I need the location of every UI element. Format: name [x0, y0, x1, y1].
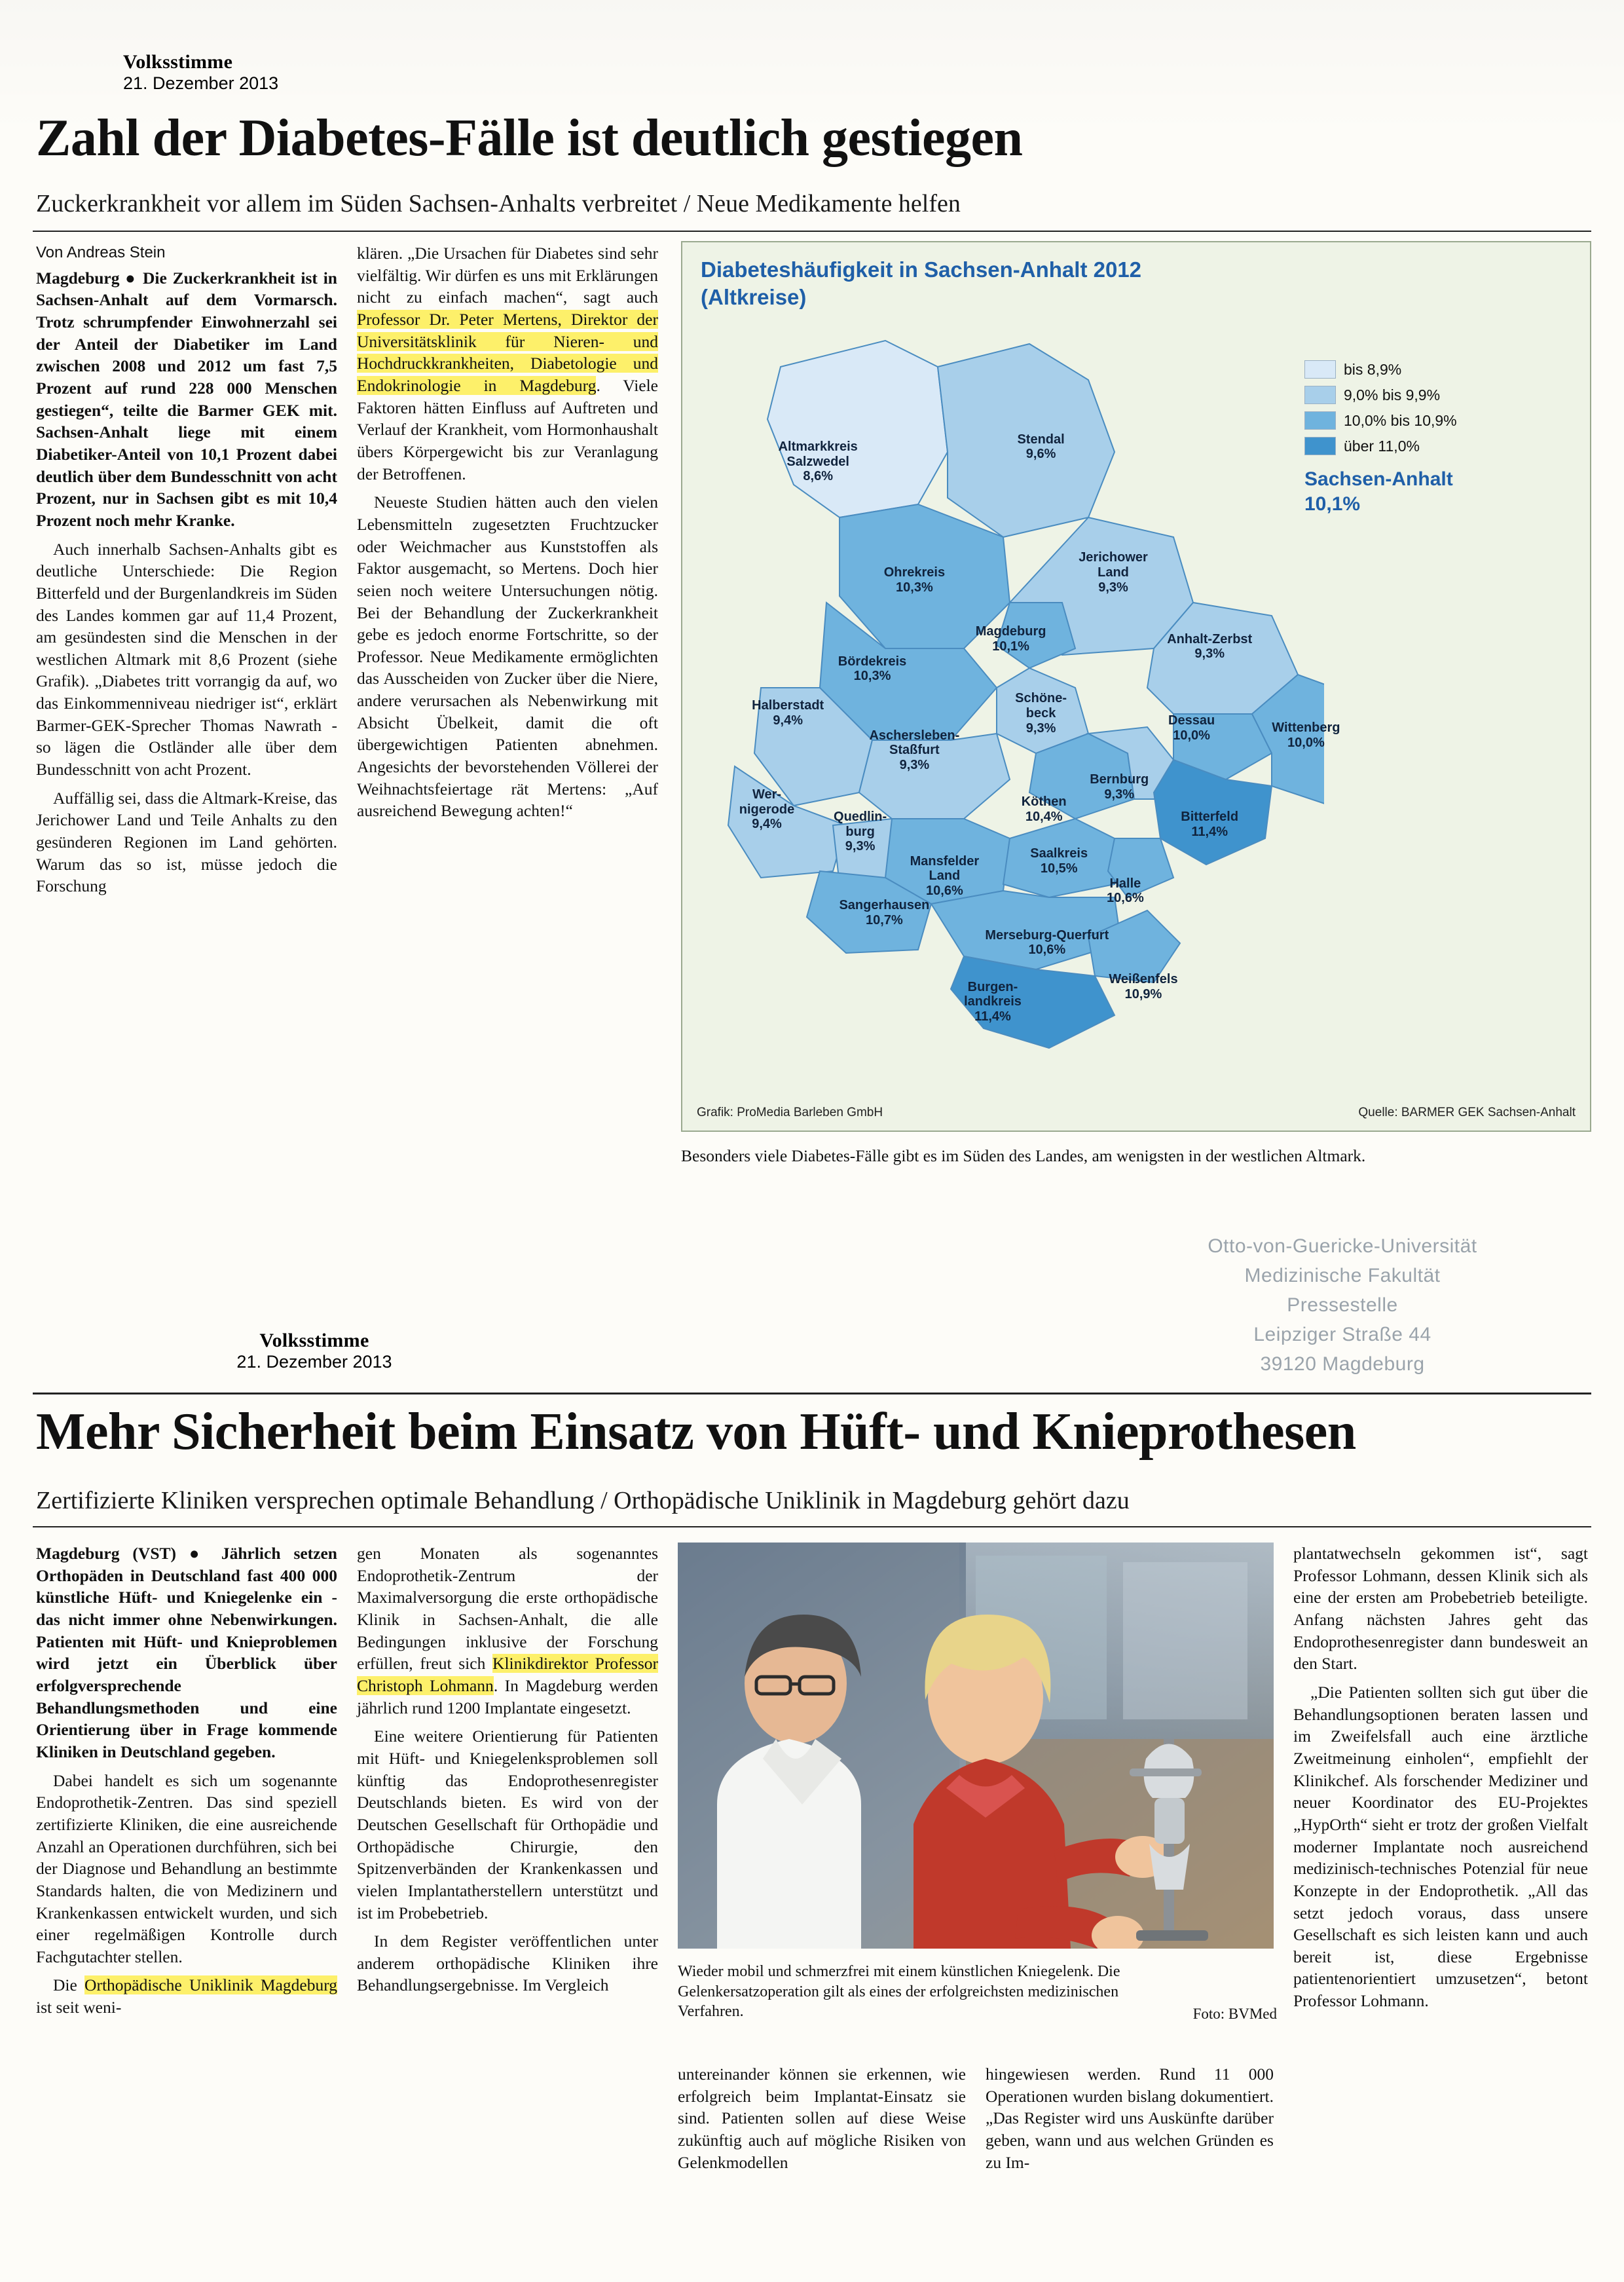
legend-swatch	[1304, 411, 1336, 430]
map-label: Köthen 10,4%	[1021, 795, 1067, 824]
source-date: 21. Dezember 2013	[236, 1352, 392, 1372]
paragraph: untereinander können sie erkennen, wie erfolgreich beim Implantat-Einsatz sie sind. Patienten sollen auf diese Weise zukünftig auch auf mögliche Risiken von Gelenkmodellen	[678, 2065, 966, 2172]
legend-state-value: 10,1%	[1304, 493, 1361, 515]
legend-label: bis 8,9%	[1344, 360, 1402, 378]
graphic-title-line1: Diabeteshäufigkeit in Sachsen-Anhalt 2012	[701, 257, 1142, 282]
map-label: Burgen- landkreis 11,4%	[964, 979, 1022, 1024]
graphic-title-line2: (Altkreise)	[701, 285, 807, 309]
map-label: Anhalt-Zerbst 9,3%	[1167, 631, 1253, 662]
highlight-director-name: Klinikdirektor Professor Christoph Lohmann	[357, 1654, 658, 1695]
map-label: Quedlin- burg 9,3%	[834, 809, 887, 854]
legend-state-name: Sachsen-Anhalt	[1304, 468, 1453, 490]
divider	[33, 1526, 1591, 1527]
text-run: . In Magdeburg werden jährlich rund 1200 Implantate eingesetzt.	[357, 1675, 658, 1717]
map-label: Bitterfeld 11,4%	[1181, 809, 1239, 839]
paragraph: In dem Register veröffentlichen unter anderem orthopädische Kliniken ihre Behandlungsergebnisse. Im Vergleich	[357, 1932, 658, 1995]
paragraph	[36, 1543, 337, 1763]
photo-illustration	[678, 1543, 1274, 1949]
highlight-expert-name: Professor Dr. Peter Mertens, Direktor der Universitätsklinik für Nieren- und Hochdruckkrankheiten, Diabetologie und Endokrinologie in Magdeburg	[357, 309, 658, 395]
article1-column-2	[357, 242, 658, 822]
legend-swatch	[1304, 386, 1336, 404]
text-run: Die	[53, 1975, 85, 1995]
map-graphic	[681, 241, 1591, 1132]
institution-stamp	[1100, 1231, 1585, 1379]
paragraph	[357, 1543, 658, 1719]
graphic-credit-left: Grafik: ProMedia Barleben GmbH	[697, 1106, 883, 1119]
map-label: Stendal 9,6%	[1017, 432, 1065, 462]
map-label: Sangerhausen 10,7%	[839, 898, 930, 928]
stamp-line: Leipziger Straße 44	[1253, 1324, 1431, 1345]
map-legend	[1304, 360, 1579, 516]
map-label: Halberstadt 9,4%	[752, 698, 824, 728]
map-label: Magdeburg 10,1%	[975, 624, 1046, 654]
article2-column-2	[357, 1543, 658, 1996]
legend-swatch	[1304, 437, 1336, 455]
photo-caption: Wieder mobil und schmerzfrei mit einem künstlichen Kniegelenk. Die Gelenkersatzoperation gilt als eines der erfolgreichsten medizinischen Verfahren.	[678, 1963, 1120, 2021]
text-run: ist seit weni-	[36, 1998, 122, 2017]
map-label: Schöne- beck 9,3%	[1015, 691, 1067, 736]
source-date: 21. Dezember 2013	[123, 73, 279, 93]
paragraph: hingewiesen werden. Rund 11 000 Operationen wurden bislang dokumentiert. „Das Register wird uns Auskünfte darüber geben, wann und aus welchen Gründen es zu Im-	[986, 2065, 1274, 2172]
paragraph: Eine weitere Orientierung für Patienten mit Hüft- und Kniegelenksproblemen soll künftig das Endoprothesenregister Deutschlands bieten. Es wird von der Deutschen Gesellschaft für Orthopädie und Orthopädische Chirurgie, den Spitzenverbänden der Krankenkassen und vielen Implantatherstellern unterstützt und ist im Probebetrieb.	[357, 1727, 658, 1922]
legend-label: 10,0% bis 10,9%	[1344, 411, 1457, 429]
dateline: Magdeburg ● Die Zuckerkrankheit ist in Sachsen-Anhalt auf dem Vormarsch. Trotz schrumpfender Einwohnerzahl sei der Anteil der Diabetiker im Land zwischen 2008 und 2012 um fast 7,5 Prozent auf rund 228 000 Menschen gestiegen“, teilte die Barmer GEK mit. Sachsen-Anhalt liege mit einem Diabetiker-Anteil von 10,1 Prozent dabei deutlich über dem Bundesschnitt von acht Prozent, nur in Sachsen gibt es mit 10,4 Prozent noch mehr Kranke.	[36, 268, 337, 530]
subheadline: Zuckerkrankheit vor allem im Süden Sachsen-Anhalts verbreitet / Neue Medikamente helfen	[36, 190, 961, 217]
paragraph: Neueste Studien hätten auch den vielen Lebensmitteln zugesetzten Fruchtzucker oder Weichmacher aus Kunststoffen als Faktor ausgemacht, so Mertens. Doch hier seien noch weitere Untersuchungen nötig. Bei der Behandlung der Zuckerkrankheit gebe es jedoch enorme Fortschritte, so der Professor. Neue Medikamente ermöglichten das Ausscheiden von Zucker über die Niere, andere verursachen als Nebenwirkung mit Absicht Übelkeit, damit die oft übergewichtigen Patienten abnehmen. Angesichts der bevorstehenden Völlerei der Weihnachtsfeiertage rät Mertens: „Auf ausreichend Bewegung achten!“	[357, 493, 658, 821]
subheadline-2: Zertifizierte Kliniken versprechen optimale Behandlung / Orthopädische Uniklinik in Magdeburg gehört dazu	[36, 1487, 1130, 1514]
map-label: Merseburg-Querfurt 10,6%	[985, 927, 1109, 958]
text-run: gen Monaten als sogenanntes Endoprothetik-Zentrum der Maximalversorgung die erste orthopädische Klinik in Sachsen-Anhalt, die alle Bedingungen inklusive der Forschung erfüllen, freut sich	[357, 1544, 658, 1674]
map-label: Altmarkkreis Salzwedel 8,6%	[778, 439, 858, 484]
paragraph: plantatwechseln gekommen ist“, sagt Professor Lohmann, dessen Klinik sich als eine der ersten am Probebetrieb beteiligte. Anfang nächsten Jahres geht das Endoprothesenregister dann bundesweit an den Start.	[1293, 1544, 1588, 1674]
article-photo	[678, 1543, 1274, 1949]
map-label: Weißenfels 10,9%	[1109, 972, 1178, 1002]
paragraph: „Die Patienten sollten sich gut über die Behandlungsoptionen beraten lassen und im Zweifelsfall auch eine ärztliche Zweitmeinung einholen“, empfiehlt der Klinikchef. Als forschender Mediziner und neuer Koordinator des EU-Projektes „HypOrth“ sieht er trotz der großen Vielfalt moderner Implantate noch ausreichend medizinisch-technisches Potenzial für neue Konzepte in der Endoprothetik. „All das setzt jedoch voraus, dass unsere Gesellschaft es sich leisten kann und auch bereit ist, diese Ergebnisse patientenorientiert umzusetzen“, betont Professor Lohmann.	[1293, 1682, 1588, 2011]
legend-label: 9,0% bis 9,9%	[1344, 386, 1441, 403]
text-run: . Viele Faktoren hätten Einfluss auf Auftreten und Verlauf der Krankheit, vom Hormonhaushalt übers Körpergewicht bis zur Veranlagung der Betroffenen.	[357, 375, 658, 483]
legend-label: über 11,0%	[1344, 437, 1420, 455]
text-run: klären. „Die Ursachen für Diabetes sind sehr vielfältig. Wir dürfen es uns mit Erklärungen nicht zu einfach machen“, sagt auch	[357, 244, 658, 307]
map-label: Dessau 10,0%	[1168, 713, 1215, 743]
source-block-2	[190, 1330, 439, 1372]
graphic-caption: Besonders viele Diabetes-Fälle gibt es im Süden des Landes, am wenigsten in der westlichen Altmark.	[681, 1146, 1366, 1165]
source-name: Volksstimme	[259, 1330, 369, 1351]
paragraph: Auffällig sei, dass die Altmark-Kreise, das Jerichower Land und Teile Anhalts zu den gesünderen Regionen im Land gehörten. Warum das so ist, müsse jedoch die Forschung	[36, 788, 337, 896]
map-label: Mansfelder Land 10,6%	[910, 853, 980, 899]
paragraph: Auch innerhalb Sachsen-Anhalts gibt es deutliche Unterschiede: Die Region Bitterfeld und der Burgenlandkreis im Süden des Landes kommen gar auf 11,4 Prozent, am gesündesten sind die Menschen in der westlichen Altmark mit 8,6 Prozent (siehe Grafik). „Diabetes tritt vorrangig da auf, wo das Einkommenniveau niedriger ist“, erklärt Barmer-GEK-Sprecher Thomas Nawrath - so lägen die Ostländer alle über dem Bundesschnitt von acht Prozent.	[36, 539, 337, 779]
article2-column-4	[986, 2063, 1274, 2173]
stamp-line: Otto-von-Guericke-Universität	[1208, 1235, 1477, 1257]
map-label: Bördekreis 10,3%	[838, 654, 907, 684]
page-title-2: Mehr Sicherheit beim Einsatz von Hüft- und Knieprothesen	[36, 1403, 1356, 1461]
article2-column-3	[678, 2063, 966, 2173]
legend-item	[1304, 360, 1579, 379]
article1-column-1	[36, 242, 337, 897]
paragraph	[357, 242, 658, 485]
map-label: Halle 10,6%	[1107, 876, 1144, 906]
map-label: Bernburg 9,3%	[1090, 772, 1149, 802]
legend-item	[1304, 386, 1579, 404]
map-label: Saalkreis 10,5%	[1030, 846, 1088, 876]
highlight-clinic-name: Orthopädische Uniklinik Magdeburg	[84, 1975, 337, 1995]
stamp-line: Pressestelle	[1287, 1294, 1398, 1316]
map-label: Aschersleben- Staßfurt 9,3%	[869, 728, 960, 773]
photo-credit: Foto: BVMed	[1192, 2006, 1277, 2022]
legend-swatch	[1304, 360, 1336, 379]
map-label: Wer- nigerode 9,4%	[739, 787, 795, 832]
map-label: Jerichower Land 9,3%	[1079, 550, 1148, 595]
divider	[33, 1393, 1591, 1394]
saxony-anhalt-map	[722, 321, 1340, 1061]
article2-column-5	[1293, 1543, 1588, 2012]
stamp-line: Medizinische Fakultät	[1244, 1265, 1441, 1286]
article2-column-1	[36, 1543, 337, 2019]
page-title: Zahl der Diabetes-Fälle ist deutlich gestiegen	[36, 109, 1023, 167]
paragraph: Dabei handelt es sich um sogenannte Endoprothetik-Zentren. Das sind speziell zertifizierte Kliniken, die eine ausreichende Anzahl an Operationen durchführen, sich bei der Diagnose und Behandlung an bestimmte Standards halten, die von Medizinern und Krankenkassen entwickelt wurden, und sich einer regelmäßigen Kontrolle durch Fachgutachter stellen.	[36, 1770, 337, 1966]
source-name: Volksstimme	[123, 51, 233, 73]
map-label: Ohrekreis 10,3%	[883, 565, 946, 595]
divider	[33, 231, 1591, 232]
legend-item	[1304, 437, 1579, 455]
legend-item	[1304, 411, 1579, 430]
stamp-line: 39120 Magdeburg	[1260, 1353, 1425, 1375]
byline: Von Andreas Stein	[36, 244, 166, 261]
map-label: Wittenberg 10,0%	[1272, 720, 1340, 750]
source-block-1	[123, 51, 278, 94]
graphic-credit-right: Quelle: BARMER GEK Sachsen-Anhalt	[1358, 1106, 1576, 1119]
dateline: Magdeburg (VST) ● Jährlich setzen Orthopäden in Deutschland fast 400 000 künstliche Hüft- und Kniegelenke ein - das nicht immer ohne Nebenwirkungen. Patienten mit Hüft- und Knieproblemen wird jetzt ein Überblick über erfolgversprechende Behandlungsmethoden und eine Orientierung über in Frage kommende Kliniken in Deutschland gegeben.	[36, 1544, 337, 1761]
paragraph	[36, 1974, 337, 2018]
